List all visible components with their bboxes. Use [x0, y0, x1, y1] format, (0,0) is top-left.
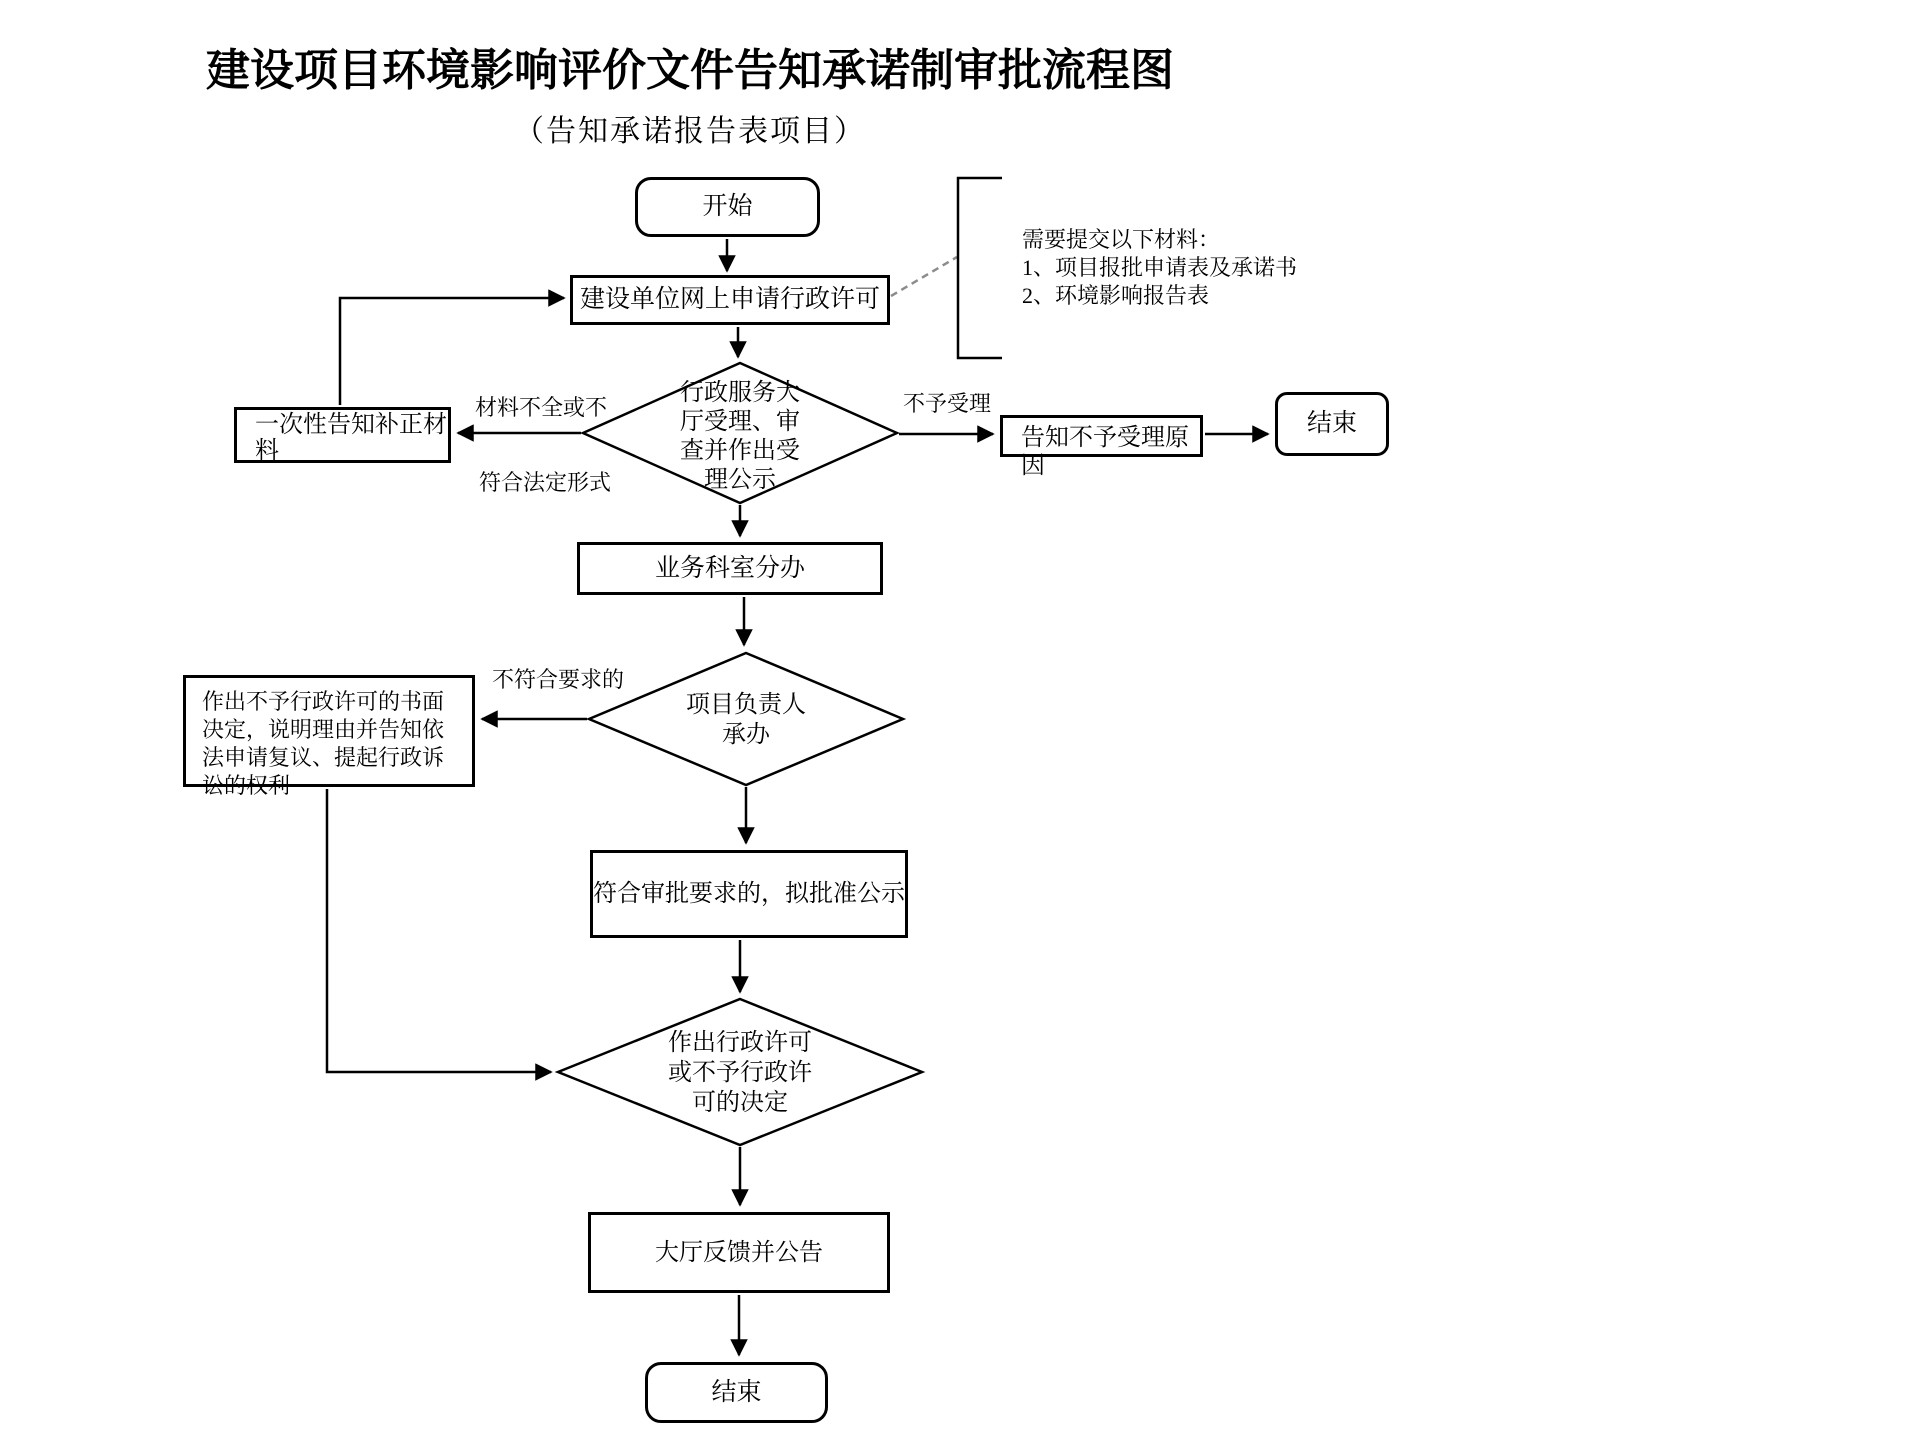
node-dispatch: 业务科室分办: [577, 542, 883, 595]
node-notify-no-accept: 告知不予受理原因: [1000, 415, 1203, 457]
note-bracket: [958, 178, 1002, 358]
edge-label-not-qualified: 不符合要求的: [492, 667, 625, 692]
materials-note-title: 需要提交以下材料：: [1022, 227, 1221, 252]
node-written-decision: 作出不予行政许可的书面决定，说明理由并告知依法申请复议、提起行政诉讼的权利: [183, 675, 475, 787]
node-end-bottom: 结束: [645, 1362, 828, 1423]
label-hall-review: 行政服务大厅受理、审查并作出受理公示: [680, 380, 800, 493]
label-project-leader: 项目负责人承办: [686, 692, 806, 748]
page-subtitle: （告知承诺报告表项目）: [514, 115, 866, 148]
edge-label-not-accepted: 不予受理: [903, 391, 992, 416]
materials-note-item-2: 2、环境影响报告表: [1022, 283, 1210, 308]
page-title: 建设项目环境影响评价文件告知承诺制审批流程图: [206, 46, 1174, 95]
arrow-written-decision-to-license-decision: [327, 789, 551, 1072]
node-apply-online: 建设单位网上申请行政许可: [570, 275, 890, 325]
edge-label-materials-incomplete-line1: 材料不全或不: [475, 395, 608, 420]
materials-note-item-1: 1、项目报批申请表及承诺书: [1022, 255, 1298, 280]
title-block: [0, 34, 1380, 150]
node-pre-approval: 符合审批要求的，拟批准公示: [590, 850, 908, 938]
node-end-top: 结束: [1275, 392, 1389, 456]
node-supplement-materials: 一次性告知补正材料: [234, 407, 451, 463]
node-hall-feedback: 大厅反馈并公告: [588, 1212, 890, 1293]
arrow-supplement-back-to-apply: [340, 298, 564, 405]
edge-label-materials-incomplete-line2: 符合法定形式: [479, 470, 612, 495]
label-license-decision: 作出行政许可或不予行政许可的决定: [668, 1030, 812, 1116]
note-dashed-connector: [891, 257, 957, 296]
node-start: 开始: [635, 177, 820, 237]
materials-note: [1022, 226, 1297, 310]
